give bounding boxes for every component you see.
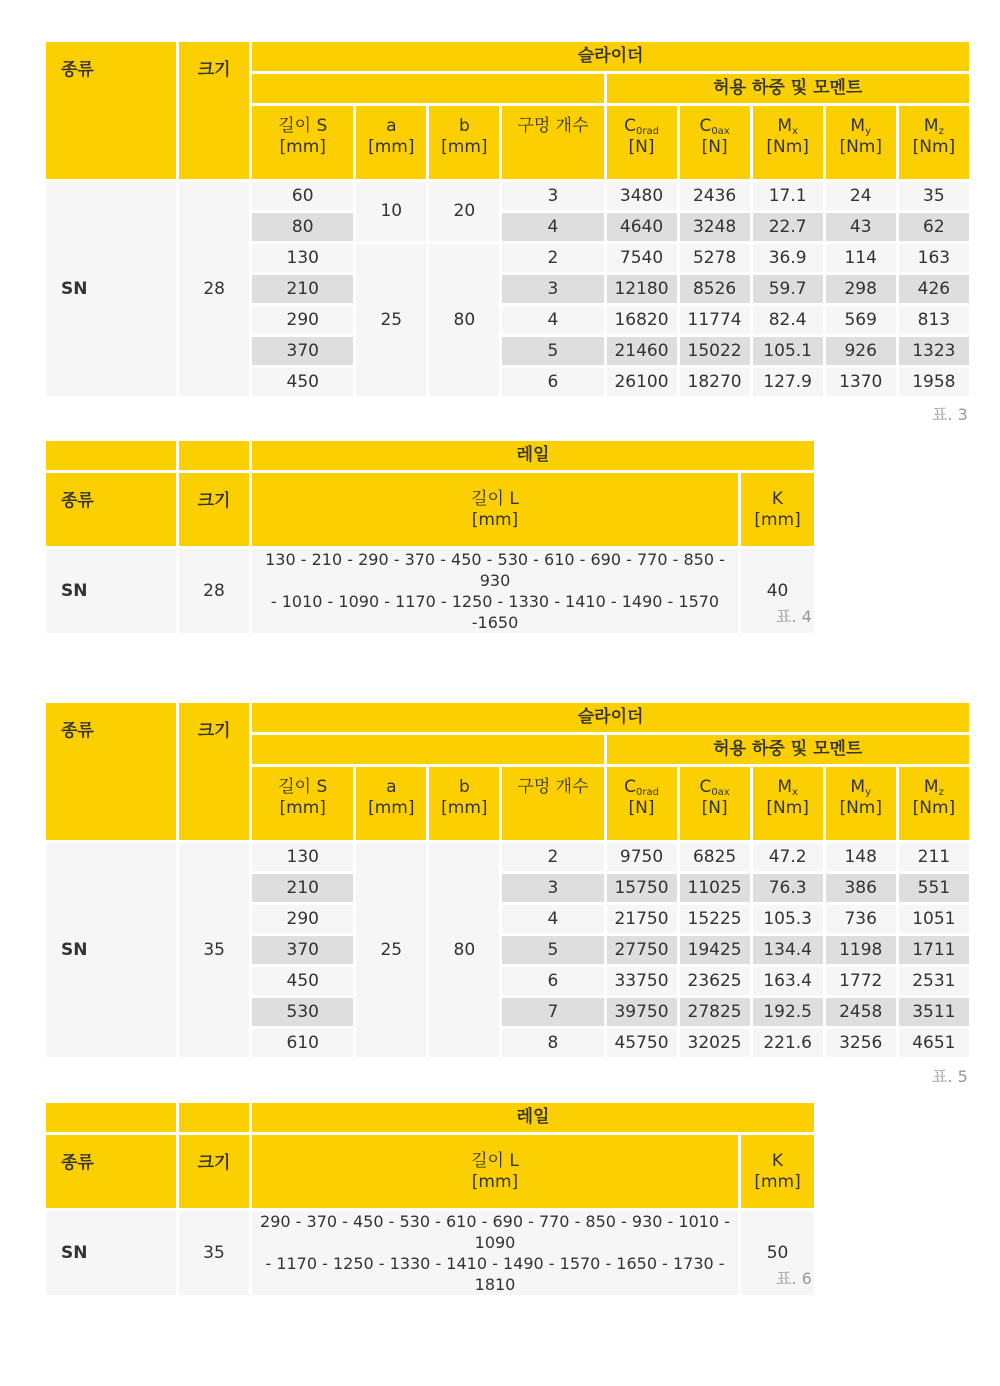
cell-mx: 76.3 [753, 874, 823, 902]
cell-length: 450 [252, 967, 353, 995]
cell-holes: 4 [502, 306, 603, 334]
cell-mx: 221.6 [753, 1029, 823, 1057]
cell-holes: 5 [502, 337, 603, 365]
header-blank [46, 1103, 176, 1132]
header-my: $M_y$ [Nm] [826, 106, 896, 179]
cell-a: 25 [356, 843, 426, 1057]
cell-k: 50 [741, 1211, 814, 1295]
cell-holes: 3 [502, 874, 603, 902]
cell-c0ax: 6825 [680, 843, 750, 871]
rail-table-4 [43, 438, 817, 636]
header-type: 종류 [46, 473, 176, 546]
cell-mz: 1958 [899, 368, 969, 396]
header-mx: $M_x$ [Nm] [753, 106, 823, 179]
cell-my: 386 [826, 874, 896, 902]
cell-type: SN [46, 182, 176, 396]
cell-holes: 6 [502, 368, 603, 396]
cell-my: 2458 [826, 998, 896, 1026]
header-slider: 슬라이더 [252, 42, 969, 71]
cell-mx: 36.9 [753, 244, 823, 272]
header-blank [252, 74, 603, 103]
header-c0ax: $C_{0ax}$ [N] [680, 106, 750, 179]
cell-my: 43 [826, 213, 896, 241]
header-type: 종류 [46, 1135, 176, 1208]
cell-length: 130 [252, 843, 353, 871]
cell-c0ax: 11774 [680, 306, 750, 334]
cell-mx: 127.9 [753, 368, 823, 396]
cell-length: 530 [252, 998, 353, 1026]
cell-length: 290 [252, 306, 353, 334]
slider-table-3 [43, 39, 972, 399]
cell-length: 370 [252, 936, 353, 964]
table-caption: 표. 4 [776, 607, 812, 626]
cell-c0rad: 45750 [607, 1029, 677, 1057]
cell-c0ax: 32025 [680, 1029, 750, 1057]
cell-holes: 3 [502, 182, 603, 210]
cell-holes: 8 [502, 1029, 603, 1057]
header-mz: $M_z$ [Nm] [899, 106, 969, 179]
cell-size: 35 [179, 843, 249, 1057]
cell-c0ax: 3248 [680, 213, 750, 241]
cell-c0ax: 27825 [680, 998, 750, 1026]
cell-mx: 59.7 [753, 275, 823, 303]
cell-mx: 17.1 [753, 182, 823, 210]
cell-my: 1772 [826, 967, 896, 995]
cell-type: SN [46, 843, 176, 1057]
cell-mx: 105.1 [753, 337, 823, 365]
cell-my: 298 [826, 275, 896, 303]
header-holes: 구멍 개수 [502, 106, 603, 179]
cell-my: 148 [826, 843, 896, 871]
header-blank [179, 441, 249, 470]
cell-my: 1198 [826, 936, 896, 964]
cell-c0rad: 15750 [607, 874, 677, 902]
cell-mz: 1323 [899, 337, 969, 365]
cell-mz: 813 [899, 306, 969, 334]
header-mx: $M_x$ [Nm] [753, 767, 823, 840]
cell-mx: 82.4 [753, 306, 823, 334]
cell-c0rad: 21460 [607, 337, 677, 365]
cell-my: 114 [826, 244, 896, 272]
cell-b: 20 [429, 182, 499, 241]
cell-my: 569 [826, 306, 896, 334]
cell-b: 80 [429, 843, 499, 1057]
cell-mx: 105.3 [753, 905, 823, 933]
cell-size: 35 [179, 1211, 249, 1295]
cell-mx: 163.4 [753, 967, 823, 995]
header-type: 종류 [46, 703, 176, 840]
cell-mz: 551 [899, 874, 969, 902]
cell-mz: 1051 [899, 905, 969, 933]
cell-c0ax: 8526 [680, 275, 750, 303]
header-size: 크기 [179, 473, 249, 546]
cell-size: 28 [179, 549, 249, 633]
header-rail: 레일 [252, 441, 814, 470]
cell-mz: 1711 [899, 936, 969, 964]
cell-my: 24 [826, 182, 896, 210]
cell-mz: 35 [899, 182, 969, 210]
cell-length: 290 [252, 905, 353, 933]
cell-my: 926 [826, 337, 896, 365]
header-length-l: 길이 L [mm] [252, 473, 738, 546]
slider-table-5 [43, 700, 972, 1060]
header-a: a [mm] [356, 106, 426, 179]
cell-length: 60 [252, 182, 353, 210]
header-blank [252, 735, 603, 764]
header-rail: 레일 [252, 1103, 814, 1132]
header-length-s: 길이 S [mm] [252, 106, 353, 179]
cell-c0rad: 4640 [607, 213, 677, 241]
cell-c0ax: 11025 [680, 874, 750, 902]
table-caption: 표. 5 [932, 1067, 968, 1086]
header-holes: 구멍 개수 [502, 767, 603, 840]
header-my: $M_y$ [Nm] [826, 767, 896, 840]
cell-mz: 4651 [899, 1029, 969, 1057]
header-size: 크기 [179, 703, 249, 840]
header-type: 종류 [46, 42, 176, 179]
cell-holes: 6 [502, 967, 603, 995]
cell-type: SN [46, 1211, 176, 1295]
cell-k: 40 [741, 549, 814, 633]
header-c0rad: $C_{0rad}$ [N] [607, 767, 677, 840]
cell-b: 80 [429, 244, 499, 396]
cell-length: 210 [252, 275, 353, 303]
cell-my: 1370 [826, 368, 896, 396]
rail-table-6 [43, 1100, 817, 1298]
header-length-l: 길이 L [mm] [252, 1135, 738, 1208]
header-blank [46, 441, 176, 470]
cell-c0rad: 12180 [607, 275, 677, 303]
cell-c0ax: 5278 [680, 244, 750, 272]
header-size: 크기 [179, 42, 249, 179]
cell-holes: 2 [502, 244, 603, 272]
cell-type: SN [46, 549, 176, 633]
cell-size: 28 [179, 182, 249, 396]
cell-length: 80 [252, 213, 353, 241]
cell-c0rad: 21750 [607, 905, 677, 933]
cell-length: 450 [252, 368, 353, 396]
cell-holes: 4 [502, 213, 603, 241]
cell-c0rad: 33750 [607, 967, 677, 995]
cell-mz: 3511 [899, 998, 969, 1026]
cell-mx: 134.4 [753, 936, 823, 964]
header-b: b [mm] [429, 106, 499, 179]
cell-mx: 22.7 [753, 213, 823, 241]
table-caption: 표. 3 [932, 405, 968, 424]
cell-mx: 47.2 [753, 843, 823, 871]
header-k: K [mm] [741, 473, 814, 546]
header-c0ax: $C_{0ax}$ [N] [680, 767, 750, 840]
header-k: K [mm] [741, 1135, 814, 1208]
table-caption: 표. 6 [776, 1269, 812, 1288]
header-blank [179, 1103, 249, 1132]
cell-c0rad: 9750 [607, 843, 677, 871]
cell-rail-lengths: 130 - 210 - 290 - 370 - 450 - 530 - 610 - 690 - 770 - 850 - 930 - 1010 - 1090 - 1170 - 1250 - 1330 - 1410 - 1490 - 1570 -1650 [252, 549, 738, 633]
cell-c0rad: 3480 [607, 182, 677, 210]
cell-mz: 163 [899, 244, 969, 272]
cell-c0rad: 26100 [607, 368, 677, 396]
cell-c0ax: 19425 [680, 936, 750, 964]
cell-rail-lengths: 290 - 370 - 450 - 530 - 610 - 690 - 770 - 850 - 930 - 1010 - 1090 - 1170 - 1250 - 1330 - 1410 - 1490 - 1570 - 1650 - 1730 - 1810 [252, 1211, 738, 1295]
cell-c0ax: 23625 [680, 967, 750, 995]
cell-length: 130 [252, 244, 353, 272]
cell-length: 610 [252, 1029, 353, 1057]
cell-holes: 5 [502, 936, 603, 964]
cell-mz: 62 [899, 213, 969, 241]
cell-c0rad: 7540 [607, 244, 677, 272]
cell-mz: 2531 [899, 967, 969, 995]
cell-holes: 2 [502, 843, 603, 871]
cell-holes: 3 [502, 275, 603, 303]
cell-c0rad: 39750 [607, 998, 677, 1026]
header-a: a [mm] [356, 767, 426, 840]
cell-holes: 4 [502, 905, 603, 933]
cell-holes: 7 [502, 998, 603, 1026]
cell-c0ax: 15225 [680, 905, 750, 933]
cell-c0ax: 15022 [680, 337, 750, 365]
cell-mx: 192.5 [753, 998, 823, 1026]
header-mz: $M_z$ [Nm] [899, 767, 969, 840]
cell-a: 25 [356, 244, 426, 396]
cell-c0ax: 18270 [680, 368, 750, 396]
header-size: 크기 [179, 1135, 249, 1208]
cell-c0rad: 16820 [607, 306, 677, 334]
cell-mz: 426 [899, 275, 969, 303]
header-slider: 슬라이더 [252, 703, 969, 732]
cell-a: 10 [356, 182, 426, 241]
cell-length: 210 [252, 874, 353, 902]
cell-my: 3256 [826, 1029, 896, 1057]
header-length-s: 길이 S [mm] [252, 767, 353, 840]
header-c0rad: $C_{0rad}$ [N] [607, 106, 677, 179]
cell-my: 736 [826, 905, 896, 933]
cell-mz: 211 [899, 843, 969, 871]
cell-c0ax: 2436 [680, 182, 750, 210]
cell-length: 370 [252, 337, 353, 365]
header-load-moment: 허용 하중 및 모멘트 [607, 735, 970, 764]
cell-c0rad: 27750 [607, 936, 677, 964]
header-load-moment: 허용 하중 및 모멘트 [607, 74, 970, 103]
header-b: b [mm] [429, 767, 499, 840]
